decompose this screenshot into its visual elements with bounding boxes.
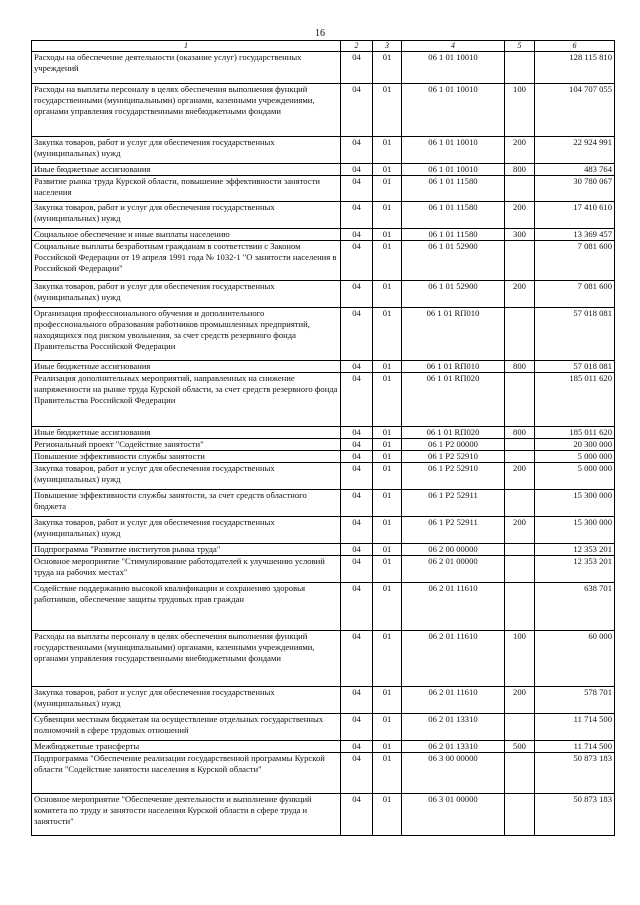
row-subsection-cell: 01	[373, 517, 402, 544]
row-section-cell: 04	[341, 281, 373, 308]
row-amount-cell: 11 714 500	[535, 741, 615, 753]
table-row	[32, 164, 615, 176]
row-target-code-cell: 06 1 01 11580	[402, 202, 505, 229]
row-amount-cell: 128 115 810	[535, 52, 615, 84]
row-target-code-cell: 06 1 P2 52910	[402, 451, 505, 463]
row-name-cell: Основное мероприятие "Обеспечение деятельности и выполнение функций комитета по труду и занятости населения Курской области в сфере труда и занятости"	[32, 794, 341, 836]
row-amount-cell: 12 353 201	[535, 544, 615, 556]
budget-table	[31, 40, 615, 836]
row-target-code-cell: 06 1 P2 52911	[402, 517, 505, 544]
row-subsection-cell: 01	[373, 439, 402, 451]
row-name-cell: Расходы на выплаты персоналу в целях обеспечения выполнения функций государственными (муниципальными) органами, казенными учреждениями, органами управления государственными внебюджетными фондами	[32, 631, 341, 687]
table-row	[32, 544, 615, 556]
row-expense-type-cell	[505, 544, 535, 556]
row-amount-cell: 5 000 000	[535, 463, 615, 490]
row-expense-type-cell: 100	[505, 84, 535, 137]
row-name-cell: Социальные выплаты безработным гражданам в соответствии с Законом Российской Федерации от 19 апреля 1991 года № 1032-1 "О занятости населения в Российской Федерации"	[32, 241, 341, 281]
row-target-code-cell: 06 1 01 10010	[402, 164, 505, 176]
row-section-cell: 04	[341, 490, 373, 517]
row-target-code-cell: 06 3 01 00000	[402, 794, 505, 836]
table-row	[32, 308, 615, 361]
row-expense-type-cell	[505, 753, 535, 794]
row-target-code-cell: 06 2 01 11610	[402, 583, 505, 631]
row-name-cell: Региональный проект "Содействие занятости"	[32, 439, 341, 451]
table-body	[32, 52, 615, 836]
row-subsection-cell: 01	[373, 544, 402, 556]
row-subsection-cell: 01	[373, 631, 402, 687]
row-amount-cell: 11 714 500	[535, 714, 615, 741]
row-amount-cell: 15 300 000	[535, 490, 615, 517]
row-section-cell: 04	[341, 463, 373, 490]
row-name-cell: Расходы на выплаты персоналу в целях обеспечения выполнения функций государственными (муниципальными) органами, казенными учреждениями, органами управления государственными внебюджетными фондами	[32, 84, 341, 137]
row-section-cell: 04	[341, 202, 373, 229]
row-expense-type-cell: 200	[505, 281, 535, 308]
row-section-cell: 04	[341, 439, 373, 451]
row-name-cell: Закупка товаров, работ и услуг для обеспечения государственных (муниципальных) нужд	[32, 137, 341, 164]
row-expense-type-cell: 300	[505, 229, 535, 241]
row-subsection-cell: 01	[373, 583, 402, 631]
table-row	[32, 137, 615, 164]
row-subsection-cell: 01	[373, 427, 402, 439]
row-expense-type-cell: 200	[505, 687, 535, 714]
table-row	[32, 176, 615, 202]
row-amount-cell: 104 707 055	[535, 84, 615, 137]
row-subsection-cell: 01	[373, 52, 402, 84]
header-row	[32, 41, 615, 52]
row-subsection-cell: 01	[373, 753, 402, 794]
row-section-cell: 04	[341, 361, 373, 373]
table-row	[32, 741, 615, 753]
table-row	[32, 361, 615, 373]
table-row	[32, 687, 615, 714]
row-subsection-cell: 01	[373, 281, 402, 308]
row-subsection-cell: 01	[373, 687, 402, 714]
row-subsection-cell: 01	[373, 176, 402, 202]
row-name-cell: Закупка товаров, работ и услуг для обеспечения государственных (муниципальных) нужд	[32, 202, 341, 229]
table-row	[32, 241, 615, 281]
row-expense-type-cell: 800	[505, 164, 535, 176]
row-name-cell: Иные бюджетные ассигнования	[32, 427, 341, 439]
table-row	[32, 52, 615, 84]
row-amount-cell: 7 081 600	[535, 281, 615, 308]
row-target-code-cell: 06 1 01 11580	[402, 176, 505, 202]
table-row	[32, 631, 615, 687]
row-name-cell: Иные бюджетные ассигнования	[32, 164, 341, 176]
table-row	[32, 281, 615, 308]
row-subsection-cell: 01	[373, 714, 402, 741]
row-section-cell: 04	[341, 517, 373, 544]
header-col-4: 4	[402, 41, 505, 52]
row-target-code-cell: 06 3 00 00000	[402, 753, 505, 794]
row-name-cell: Субвенции местным бюджетам на осуществление отдельных государственных полномочий в сфере трудовых отношений	[32, 714, 341, 741]
row-amount-cell: 483 764	[535, 164, 615, 176]
row-amount-cell: 57 018 081	[535, 361, 615, 373]
row-section-cell: 04	[341, 137, 373, 164]
row-subsection-cell: 01	[373, 241, 402, 281]
row-target-code-cell: 06 1 01 10010	[402, 84, 505, 137]
table-row	[32, 556, 615, 583]
row-target-code-cell: 06 1 P2 52910	[402, 463, 505, 490]
row-name-cell: Развитие рынка труда Курской области, повышение эффективности занятости населения	[32, 176, 341, 202]
row-target-code-cell: 06 1 01 RП010	[402, 308, 505, 361]
table-row	[32, 84, 615, 137]
row-target-code-cell: 06 2 01 13310	[402, 714, 505, 741]
row-expense-type-cell: 100	[505, 631, 535, 687]
row-section-cell: 04	[341, 229, 373, 241]
row-amount-cell: 185 011 620	[535, 427, 615, 439]
row-expense-type-cell	[505, 373, 535, 427]
table-row	[32, 463, 615, 490]
row-amount-cell: 638 701	[535, 583, 615, 631]
row-target-code-cell: 06 2 01 11610	[402, 631, 505, 687]
row-expense-type-cell	[505, 490, 535, 517]
row-amount-cell: 7 081 600	[535, 241, 615, 281]
row-expense-type-cell: 800	[505, 427, 535, 439]
row-target-code-cell: 06 1 01 RП010	[402, 361, 505, 373]
header-col-1: 1	[32, 41, 341, 52]
row-target-code-cell: 06 1 P2 52911	[402, 490, 505, 517]
row-expense-type-cell: 200	[505, 517, 535, 544]
row-expense-type-cell: 500	[505, 741, 535, 753]
table-row	[32, 490, 615, 517]
row-target-code-cell: 06 1 01 11580	[402, 229, 505, 241]
row-expense-type-cell: 800	[505, 361, 535, 373]
row-target-code-cell: 06 1 P2 00000	[402, 439, 505, 451]
row-name-cell: Закупка товаров, работ и услуг для обеспечения государственных (муниципальных) нужд	[32, 463, 341, 490]
row-amount-cell: 12 353 201	[535, 556, 615, 583]
row-target-code-cell: 06 1 01 RП020	[402, 373, 505, 427]
header-col-3: 3	[373, 41, 402, 52]
row-amount-cell: 5 000 000	[535, 451, 615, 463]
row-expense-type-cell	[505, 556, 535, 583]
row-section-cell: 04	[341, 308, 373, 361]
row-name-cell: Иные бюджетные ассигнования	[32, 361, 341, 373]
row-section-cell: 04	[341, 52, 373, 84]
row-name-cell: Закупка товаров, работ и услуг для обеспечения государственных (муниципальных) нужд	[32, 517, 341, 544]
row-section-cell: 04	[341, 753, 373, 794]
row-expense-type-cell	[505, 439, 535, 451]
row-amount-cell: 17 410 610	[535, 202, 615, 229]
row-expense-type-cell	[505, 176, 535, 202]
row-expense-type-cell	[505, 451, 535, 463]
row-amount-cell: 185 011 620	[535, 373, 615, 427]
row-name-cell: Организация профессионального обучения и дополнительного профессионального образования работников промышленных предприятий, находящихся под риском увольнения, за счет средств резервного фонда Правительства Российской Федерации	[32, 308, 341, 361]
row-section-cell: 04	[341, 84, 373, 137]
row-target-code-cell: 06 1 01 52900	[402, 281, 505, 308]
row-section-cell: 04	[341, 794, 373, 836]
row-name-cell: Содействие поддержанию высокой квалификации и сохранению здоровья работников, обеспечение защиты трудовых прав граждан	[32, 583, 341, 631]
row-amount-cell: 60 000	[535, 631, 615, 687]
table-row	[32, 714, 615, 741]
row-target-code-cell: 06 1 01 10010	[402, 52, 505, 84]
table-row	[32, 451, 615, 463]
row-name-cell: Повышение эффективности службы занятости, за счет средств областного бюджета	[32, 490, 341, 517]
row-subsection-cell: 01	[373, 463, 402, 490]
table-row	[32, 517, 615, 544]
row-section-cell: 04	[341, 427, 373, 439]
row-name-cell: Закупка товаров, работ и услуг для обеспечения государственных (муниципальных) нужд	[32, 281, 341, 308]
row-target-code-cell: 06 2 01 13310	[402, 741, 505, 753]
row-expense-type-cell	[505, 52, 535, 84]
row-target-code-cell: 06 2 00 00000	[402, 544, 505, 556]
row-subsection-cell: 01	[373, 361, 402, 373]
row-subsection-cell: 01	[373, 202, 402, 229]
row-expense-type-cell	[505, 794, 535, 836]
row-section-cell: 04	[341, 164, 373, 176]
row-subsection-cell: 01	[373, 84, 402, 137]
table-row	[32, 202, 615, 229]
table-row	[32, 229, 615, 241]
row-expense-type-cell: 200	[505, 202, 535, 229]
row-amount-cell: 578 701	[535, 687, 615, 714]
row-subsection-cell: 01	[373, 308, 402, 361]
row-expense-type-cell	[505, 714, 535, 741]
row-name-cell: Закупка товаров, работ и услуг для обеспечения государственных (муниципальных) нужд	[32, 687, 341, 714]
row-name-cell: Социальное обеспечение и иные выплаты населению	[32, 229, 341, 241]
row-name-cell: Расходы на обеспечение деятельности (оказание услуг) государственных учреждений	[32, 52, 341, 84]
row-section-cell: 04	[341, 631, 373, 687]
row-subsection-cell: 01	[373, 490, 402, 517]
row-name-cell: Межбюджетные трансферты	[32, 741, 341, 753]
row-subsection-cell: 01	[373, 556, 402, 583]
row-section-cell: 04	[341, 714, 373, 741]
row-name-cell: Повышение эффективности службы занятости	[32, 451, 341, 463]
row-amount-cell: 50 873 183	[535, 794, 615, 836]
row-name-cell: Подпрограмма "Обеспечение реализации государственной программы Курской области "Содействие занятости населения в Курской области"	[32, 753, 341, 794]
table-row	[32, 753, 615, 794]
row-section-cell: 04	[341, 687, 373, 714]
row-section-cell: 04	[341, 241, 373, 281]
row-subsection-cell: 01	[373, 794, 402, 836]
row-section-cell: 04	[341, 544, 373, 556]
row-subsection-cell: 01	[373, 137, 402, 164]
row-target-code-cell: 06 1 01 RП020	[402, 427, 505, 439]
row-name-cell: Реализация дополнительных мероприятий, направленных на снижение напряженности на рынке труда Курской области, за счет средств резервного фонда Правительства Российской Федерации	[32, 373, 341, 427]
header-col-5: 5	[505, 41, 535, 52]
row-section-cell: 04	[341, 176, 373, 202]
row-target-code-cell: 06 1 01 52900	[402, 241, 505, 281]
table-row	[32, 373, 615, 427]
row-amount-cell: 57 018 081	[535, 308, 615, 361]
table-row	[32, 439, 615, 451]
row-subsection-cell: 01	[373, 164, 402, 176]
row-amount-cell: 50 873 183	[535, 753, 615, 794]
row-expense-type-cell	[505, 308, 535, 361]
row-amount-cell: 20 300 000	[535, 439, 615, 451]
header-col-2: 2	[341, 41, 373, 52]
table-row	[32, 427, 615, 439]
row-amount-cell: 30 780 067	[535, 176, 615, 202]
table-row	[32, 794, 615, 836]
row-section-cell: 04	[341, 583, 373, 631]
header-col-6: 6	[535, 41, 615, 52]
row-expense-type-cell	[505, 241, 535, 281]
row-section-cell: 04	[341, 556, 373, 583]
row-target-code-cell: 06 2 01 11610	[402, 687, 505, 714]
row-section-cell: 04	[341, 451, 373, 463]
row-expense-type-cell: 200	[505, 463, 535, 490]
row-amount-cell: 13 369 457	[535, 229, 615, 241]
row-section-cell: 04	[341, 741, 373, 753]
row-expense-type-cell	[505, 583, 535, 631]
row-expense-type-cell: 200	[505, 137, 535, 164]
row-amount-cell: 15 300 000	[535, 517, 615, 544]
row-section-cell: 04	[341, 373, 373, 427]
row-subsection-cell: 01	[373, 451, 402, 463]
row-name-cell: Подпрограмма "Развитие институтов рынка труда"	[32, 544, 341, 556]
row-target-code-cell: 06 1 01 10010	[402, 137, 505, 164]
row-target-code-cell: 06 2 01 00000	[402, 556, 505, 583]
table-row	[32, 583, 615, 631]
row-subsection-cell: 01	[373, 741, 402, 753]
row-amount-cell: 22 924 991	[535, 137, 615, 164]
row-subsection-cell: 01	[373, 373, 402, 427]
page-number: 16	[315, 28, 325, 39]
row-subsection-cell: 01	[373, 229, 402, 241]
row-name-cell: Основное мероприятие "Стимулирование работодателей к улучшению условий труда на рабочих местах"	[32, 556, 341, 583]
